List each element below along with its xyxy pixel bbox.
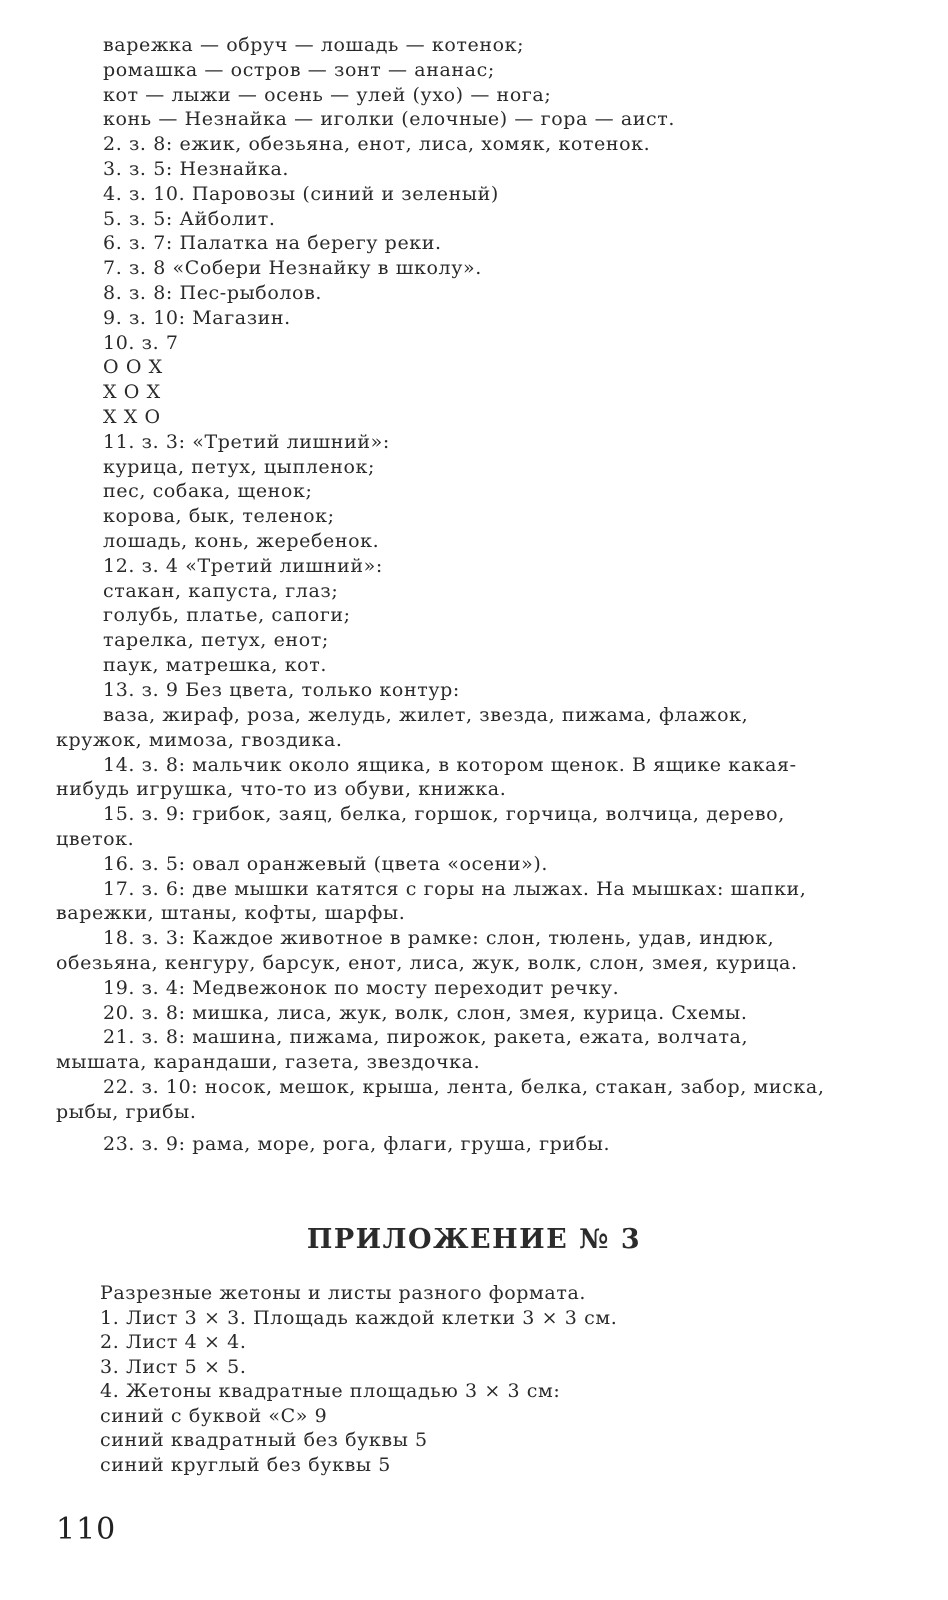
text-line: 9. з. 10: Магазин. bbox=[103, 306, 291, 329]
text-line: 3. Лист 5 × 5. bbox=[100, 1355, 247, 1378]
grid-row: Х Х О bbox=[103, 405, 161, 428]
grid-row: Х О Х bbox=[103, 381, 161, 404]
text-line: 7. з. 8 «Собери Незнайку в школу». bbox=[103, 257, 482, 280]
answers-list-middle bbox=[0, 703, 948, 1125]
text-line: синий круглый без буквы 5 bbox=[100, 1453, 391, 1476]
text-line: 23. з. 9: рама, море, рога, флаги, груша, грибы. bbox=[103, 1133, 611, 1155]
answers-list-last bbox=[0, 1132, 948, 1157]
text-line: пес, собака, щенок; bbox=[103, 480, 313, 503]
text-line: 4. з. 10. Паровозы (синий и зеленый) bbox=[103, 182, 499, 205]
text-line: варежка — обруч — лошадь — котенок; bbox=[103, 34, 525, 56]
text-line: 10. з. 7 bbox=[103, 331, 179, 354]
text-line: 11. з. 3: «Третий лишний»: bbox=[103, 430, 390, 453]
text-line: синий с буквой «С» 9 bbox=[100, 1404, 328, 1427]
text-line: 2. Лист 4 × 4. bbox=[100, 1331, 247, 1353]
text-line: 1. Лист 3 × 3. Площадь каждой клетки 3 × 3 см. bbox=[100, 1306, 618, 1329]
answers-list-top bbox=[0, 33, 948, 703]
text-line: 20. з. 8: мишка, лиса, жук, волк, слон, змея, курица. Схемы. bbox=[103, 1001, 748, 1024]
text-line: 4. Жетоны квадратные площадью 3 × 3 см: bbox=[100, 1380, 561, 1402]
text-line: 16. з. 5: овал оранжевый (цвета «осени»). bbox=[103, 852, 549, 875]
text-line: голубь, платье, сапоги; bbox=[103, 604, 351, 627]
text-line: курица, петух, цыпленок; bbox=[103, 455, 375, 478]
text-line: синий квадратный без буквы 5 bbox=[100, 1429, 428, 1451]
text-line: 14. з. 8: мальчик около ящика, в котором щенок. В ящике какая- bbox=[103, 753, 797, 776]
text-line: 12. з. 4 «Третий лишний»: bbox=[103, 554, 383, 577]
text-line: ромашка — остров — зонт — ананас; bbox=[103, 58, 495, 81]
appendix-list bbox=[0, 1281, 948, 1477]
text-line: 21. з. 8: машина, пижама, пирожок, ракета, ежата, волчата, bbox=[103, 1026, 749, 1049]
text-line: Разрезные жетоны и листы разного формата. bbox=[100, 1282, 587, 1304]
text-line: 2. з. 8: ежик, обезьяна, енот, лиса, хомяк, котенок. bbox=[103, 133, 651, 156]
text-line: нибудь игрушка, что-то из обуви, книжка. bbox=[56, 778, 507, 801]
text-line: 15. з. 9: грибок, заяц, белка, горшок, горчица, волчица, дерево, bbox=[103, 803, 785, 826]
text-line: тарелка, петух, енот; bbox=[103, 629, 329, 652]
text-line: варежки, штаны, кофты, шарфы. bbox=[56, 902, 406, 925]
text-line: 6. з. 7: Палатка на берегу реки. bbox=[103, 232, 442, 255]
text-line: 5. з. 5: Айболит. bbox=[103, 207, 276, 230]
text-line: рыбы, грибы. bbox=[56, 1100, 197, 1123]
text-line: 8. з. 8: Пес-рыболов. bbox=[103, 281, 323, 304]
text-line: лошадь, конь, жеребенок. bbox=[103, 529, 380, 552]
text-line: кот — лыжи — осень — улей (ухо) — нога; bbox=[103, 83, 552, 106]
appendix-heading: ПРИЛОЖЕНИЕ № 3 bbox=[306, 1224, 642, 1255]
page-number: 110 bbox=[56, 1512, 117, 1547]
text-line: конь — Незнайка — иголки (елочные) — гора — аист. bbox=[103, 108, 676, 131]
text-line: 22. з. 10: носок, мешок, крыша, лента, белка, стакан, забор, миска, bbox=[103, 1075, 825, 1098]
text-line: цветок. bbox=[56, 827, 135, 850]
text-line: 3. з. 5: Незнайка. bbox=[103, 157, 290, 180]
text-line: ваза, жираф, роза, желудь, жилет, звезда, пижама, флажок, bbox=[103, 704, 749, 726]
text-line: 18. з. 3: Каждое животное в рамке: слон, тюлень, удав, индюк, bbox=[103, 927, 775, 950]
text-line: кружок, мимоза, гвоздика. bbox=[56, 728, 343, 751]
text-line: паук, матрешка, кот. bbox=[103, 653, 327, 676]
text-line: мышата, карандаши, газета, звездочка. bbox=[56, 1051, 481, 1074]
text-line: стакан, капуста, глаз; bbox=[103, 579, 339, 602]
text-line: обезьяна, кенгуру, барсук, енот, лиса, жук, волк, слон, змея, курица. bbox=[56, 951, 798, 974]
grid-row: О О Х bbox=[103, 356, 163, 379]
text-line: 17. з. 6: две мышки катятся с горы на лыжах. На мышках: шапки, bbox=[103, 877, 807, 900]
text-line: корова, бык, теленок; bbox=[103, 505, 335, 528]
text-line: 19. з. 4: Медвежонок по мосту переходит речку. bbox=[103, 976, 620, 999]
text-line: 13. з. 9 Без цвета, только контур: bbox=[103, 678, 460, 701]
